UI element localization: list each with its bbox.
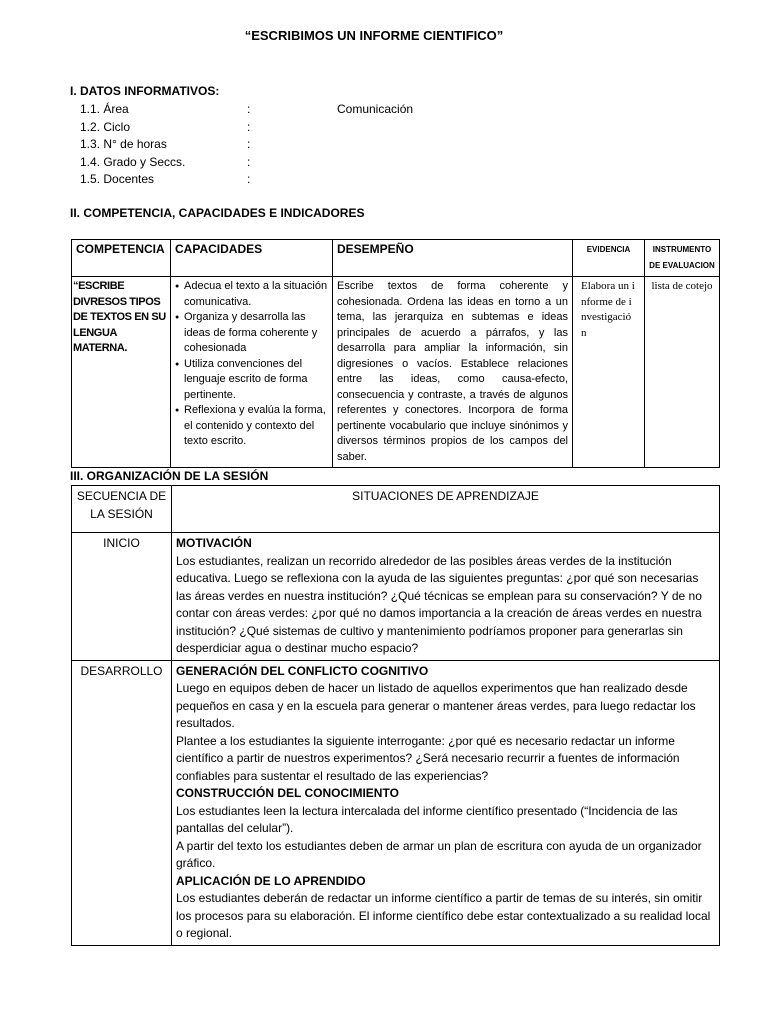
competencias-body-row [72, 277, 720, 468]
desempeno-cell: Escribe textos de forma coherente y cohesionada. Ordena las ideas en torno a un tema, las jerarquiza en subtemas e ideas principales de acuerdo a párrafos, y las desarrolla para ampliar la información, sin digresiones o vacíos. Establece relaciones entre las ideas, como causa-efecto, consecuencia y contraste, a través de algunos referentes y conectores. Incorpora de forma pertinente vocabulario que incluye sinónimos y diversos términos propios de los campos del saber. [333, 277, 573, 468]
datos-heading: I. DATOS INFORMATIVOS: [70, 84, 220, 98]
organizacion-heading: III. ORGANIZACIÓN DE LA SESIÓN [70, 469, 269, 483]
datos-sep: : [247, 102, 251, 116]
capacidad-item: ● Reflexiona y evalúa la forma, el contenido y contexto del texto escrito. [184, 403, 328, 450]
construccion-text-2: A partir del texto los estudiantes deben de armar un plan de escritura con ayuda de un organizador gráfico. [176, 838, 702, 870]
inicio-row [72, 533, 720, 661]
aplicacion-text: Los estudiantes deberán de redactar un informe científico a partir de temas de su interés, sin omitir los procesos para su elaboración. El informe científico debe estar contextualizado a su realidad local o regional. [176, 891, 711, 940]
competencia-cell: “ESCRIBE DIVRESOS TIPOS DE TEXTOS EN SU LENGUA MATERNA. [72, 277, 171, 468]
capacidades-list [175, 279, 328, 450]
datos-key: 1.3. N° de horas [80, 137, 167, 151]
datos-value: Comunicación [337, 102, 414, 116]
datos-key: 1.2. Ciclo [80, 119, 131, 134]
datos-key: 1.5. Docentes [80, 172, 155, 186]
datos-key: 1.4. Grado y Seccs. [80, 154, 186, 169]
capacidad-item: ● Organiza y desarrolla las ideas de forma coherente y cohesionada [184, 310, 328, 357]
capacidad-item: ● Adecua el texto a la situación comunicativa. [184, 279, 328, 310]
instrumento-cell: lista de cotejo [645, 277, 720, 468]
aplicacion-title: APLICACIÓN DE LO APRENDIDO [176, 873, 366, 888]
motivacion-title: MOTIVACIÓN [176, 536, 252, 550]
conflicto-text-1: Luego en equipos deben de hacer un listado de aquellos experimentos que han realizado desde pequeños en casa y en la escuela para generar o mantener áreas verdes, para luego redactar los resultados. [176, 681, 696, 730]
competencias-header-row [72, 240, 720, 277]
document-title: “ESCRIBIMOS UN INFORME CIENTIFICO” [244, 28, 504, 43]
datos-key: 1.1. Área [80, 102, 129, 116]
conflicto-title: GENERACIÓN DEL CONFLICTO COGNITIVO [176, 663, 429, 678]
datos-sep: : [247, 172, 251, 186]
capacidades-cell [171, 277, 333, 468]
organizacion-table [71, 485, 720, 946]
header-instrumento: INSTRUMENTO DE EVALUACION [645, 240, 720, 277]
inicio-content [172, 533, 720, 661]
competencias-heading: II. COMPETENCIA, CAPACIDADES E INDICADORES [70, 206, 365, 220]
header-desempeno: DESEMPEÑO [333, 240, 573, 277]
conflicto-text-2: Plantee a los estudiantes la siguiente interrogante: ¿por qué es necesario redactar un informe científico a partir de nuestros experimentos? ¿Será necesario recurrir a fuentes de información confiables para sustentar el resultado de las experiencias? [176, 733, 680, 783]
construccion-text-1: Los estudiantes leen la lectura intercalada del informe científico presentado (“Incidencia de las pantallas del celular”). [176, 803, 678, 835]
capacidad-item: ● Utiliza convenciones del lenguaje escrito de forma pertinente. [184, 357, 328, 404]
desarrollo-content [172, 660, 720, 945]
competencias-table [71, 239, 720, 468]
header-evidencia: EVIDENCIA [573, 240, 645, 277]
inicio-label: INICIO [72, 533, 172, 661]
organizacion-header-row [72, 486, 720, 533]
datos-sep: : [247, 119, 251, 134]
header-situaciones: SITUACIONES DE APRENDIZAJE [172, 486, 720, 533]
desarrollo-row [72, 660, 720, 945]
construccion-title: CONSTRUCCIÓN DEL CONOCIMIENTO [176, 786, 399, 800]
datos-sep: : [247, 154, 251, 169]
header-competencia: COMPETENCIA [72, 240, 171, 277]
datos-sep: : [247, 137, 251, 151]
motivacion-text: Los estudiantes, realizan un recorrido alrededor de las posibles áreas verdes de la institución educativa. Luego se reflexiona con la ayuda de las siguientes preguntas: ¿por qué son necesarias las áreas verdes en nuestra institución? ¿Qué técnicas se emplean para su conservación? Y de no contar con áreas verdes: ¿por qué no damos importancia a la creación de áreas verdes en nuestra institución? ¿Qué sistemas de cultivo y mantenimiento podríamos proponer para generarlas sin desperdiciar agua o destinar mucho espacio? [176, 553, 702, 655]
header-secuencia: SECUENCIA DE LA SESIÓN [72, 486, 172, 533]
desarrollo-label: DESARROLLO [72, 660, 172, 945]
header-capacidades: CAPACIDADES [171, 240, 333, 277]
evidencia-cell: Elabora un informe de investigación [573, 277, 645, 468]
